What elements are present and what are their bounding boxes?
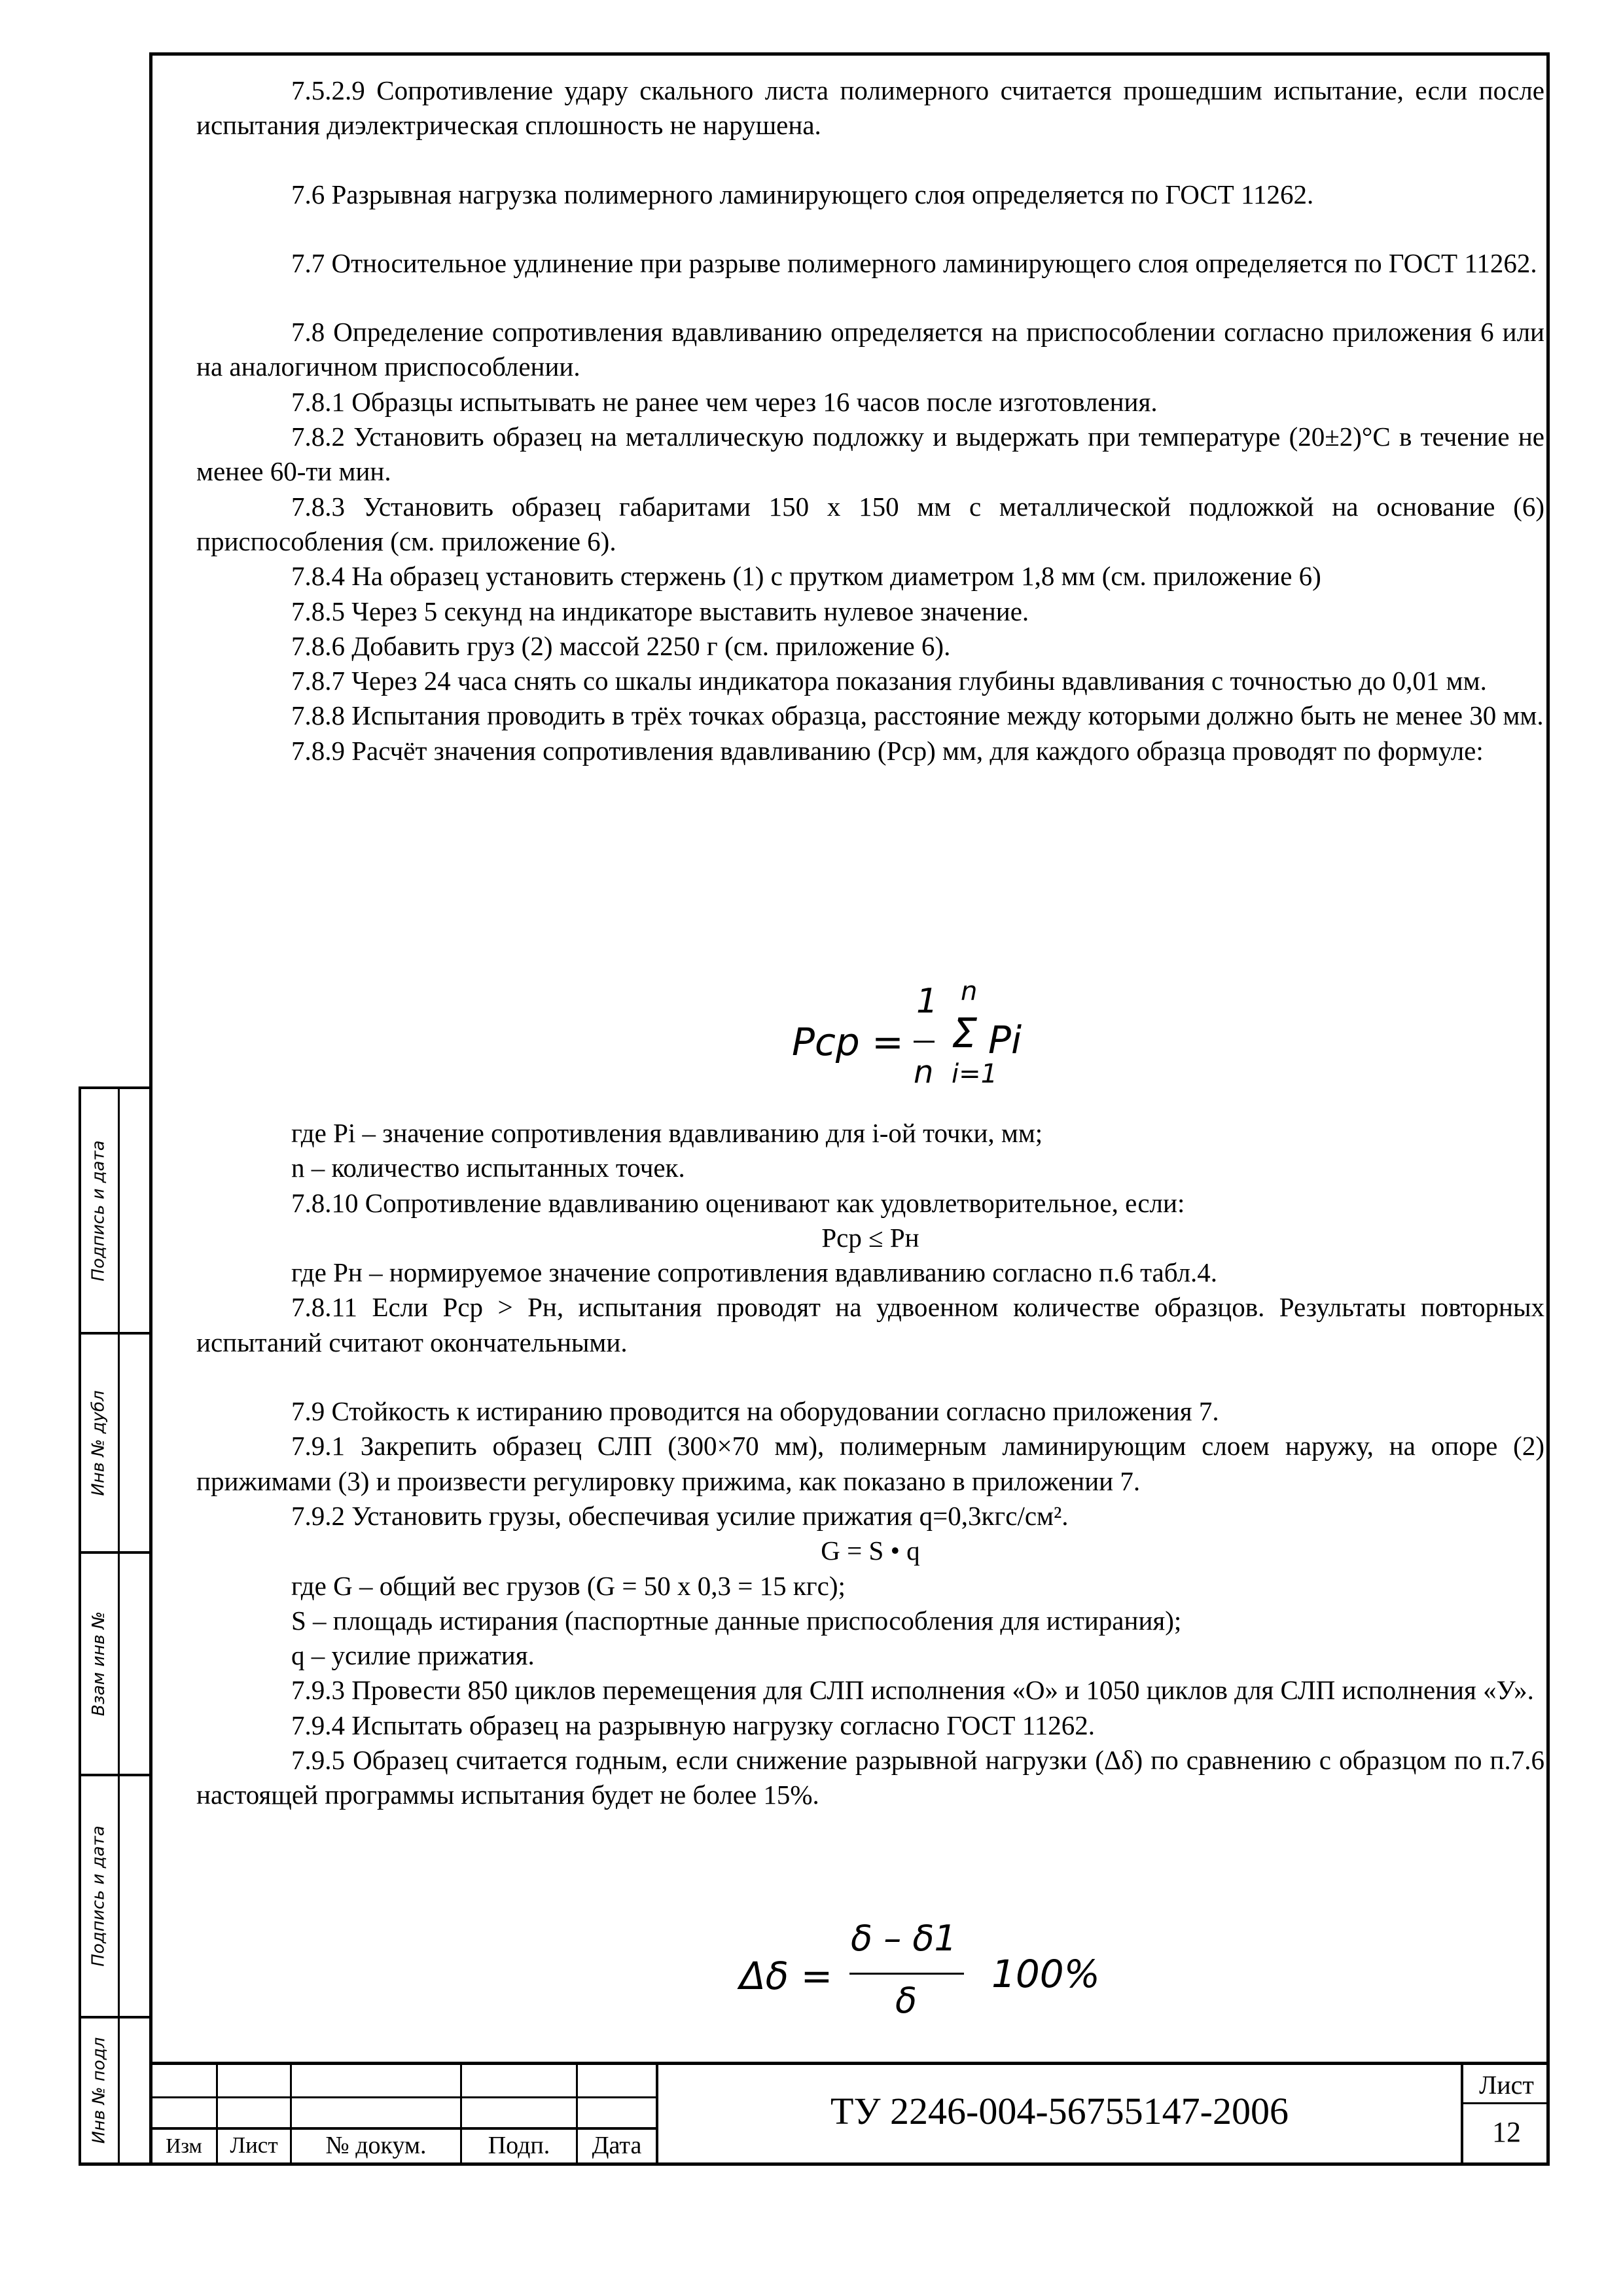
tb-col-doc: № докум. <box>325 2132 427 2159</box>
paragraph: n – количество испытанных точек. <box>291 1153 685 1183</box>
paragraph: где Рн – нормируемое значение сопротивления вдавливанию согласно п.6 табл.4. <box>291 1257 1218 1288</box>
paragraph: 7.7 Относительное удлинение при разрыве полимерного ламинирующего слоя определяется по ГОСТ 11262. <box>291 247 1537 278</box>
frame-left <box>149 52 152 2165</box>
side-label-signature-1: Подпись и дата <box>89 1139 109 1282</box>
formula-numerator: δ – δ1 <box>851 1918 957 1959</box>
paragraph: 7.9.1 Закрепить образец СЛП (300×70 мм), полимерным ламинирующим слоем наружу, на опоре (2) прижимами (3) и произвести регулировку прижима, как показано в приложении 7. <box>196 1431 1544 1496</box>
paragraph: 7.8.4 На образец установить стержень (1) с прутком диаметром 1,8 мм (см. приложение 6) <box>291 561 1321 592</box>
paragraph: 7.9.3 Провести 850 циклов перемещения для СЛП исполнения «О» и 1050 циклов для СЛП исполнения «У». <box>291 1675 1534 1706</box>
paragraph: 7.8.2 Установить образец на металлическую подложку и выдержать при температуре (20±2)°С в течение не менее 60-ти мин. <box>196 422 1544 487</box>
paragraph: 7.8.10 Сопротивление вдавливанию оценивают как удовлетворительное, если: <box>291 1187 1185 1218</box>
paragraph: 7.8.3 Установить образец габаритами 150 х 150 мм с металлической подложкой на основание (6) приспособления (см. приложение 6). <box>196 491 1544 556</box>
main-text-bottom <box>196 1116 1544 1813</box>
formula-lhs: Pср = <box>792 1020 904 1064</box>
tb-row1 <box>149 2096 658 2098</box>
paragraph: 7.8 Определение сопротивления вдавливанию определяется на приспособлении согласно приложения 6 или на аналогичном приспособлении. <box>196 317 1544 382</box>
formula-numerator: 1 <box>916 982 938 1021</box>
formula-sum-bottom: i=1 <box>952 1059 998 1089</box>
tb-col-izm: Изм <box>166 2134 202 2157</box>
paragraph: 7.8.8 Испытания проводить в трёх точках образца, расстояние между которыми должно быть не менее 30 мм. <box>291 700 1544 731</box>
side-label-replace-inv: Взам инв № <box>89 1611 109 1716</box>
sheet-label: Лист <box>1479 2070 1534 2100</box>
paragraph: 7.8.6 Добавить груз (2) массой 2250 г (см. приложение 6). <box>291 630 951 661</box>
paragraph: 7.8.9 Расчёт значения сопротивления вдавливанию (Рср) мм, для каждого образца проводят по формуле: <box>291 735 1484 766</box>
side-label-signature-2: Подпись и дата <box>89 1825 109 1967</box>
frame-bottom <box>79 2162 1550 2166</box>
tb-row2 <box>149 2127 658 2130</box>
tb-top <box>149 2062 1550 2065</box>
formula-sum-top: n <box>961 977 978 1007</box>
side-label-orig-inv: Инв № подл <box>89 2037 109 2144</box>
paragraph: 7.5.2.9 Сопротивление удару скального листа полимерного считается прошедшим испытание, если после испытания диэлектрическая сплошность не нарушена. <box>196 75 1544 141</box>
formula-fraction-bar <box>849 1973 964 1975</box>
paragraph: 7.8.1 Образцы испытывать не ранее чем через 16 часов после изготовления. <box>291 386 1158 417</box>
tb-col-list: Лист <box>230 2132 278 2158</box>
paragraph: S – площадь истирания (паспортные данные приспособления для истирания); <box>291 1605 1182 1636</box>
paragraph: где Pi – значение сопротивления вдавливанию для i-ой точки, мм; <box>291 1118 1043 1148</box>
paragraph: 7.8.11 Если Рср > Рн, испытания проводят на удвоенном количестве образцов. Результаты повторных испытаний считают окончательными. <box>196 1292 1544 1357</box>
paragraph: 7.9.4 Испытать образец на разрывную нагрузку согласно ГОСТ 11262. <box>291 1710 1095 1740</box>
frame-top <box>149 52 1550 56</box>
formula-average <box>792 977 1067 1106</box>
document-code: ТУ 2246-004-56755147-2006 <box>830 2090 1289 2132</box>
paragraph: где G – общий вес грузов (G = 50 х 0,3 = 15 кгс); <box>291 1570 846 1601</box>
formula-fraction-bar <box>914 1041 935 1043</box>
formula-denominator: n <box>914 1054 934 1090</box>
tb-sheet-divider <box>1461 2102 1550 2104</box>
formula-term: Pi <box>988 1018 1022 1062</box>
tb-col-date: Дата <box>592 2132 642 2159</box>
formula-reduction <box>740 1918 1132 2036</box>
paragraph: 7.9.5 Образец считается годным, если снижение разрывной нагрузки (Δδ) по сравнению с образцом по п.7.6 настоящей программы испытания будет не более 15%. <box>196 1745 1544 1810</box>
formula-sum-sign: Σ <box>952 1009 978 1057</box>
paragraph: 7.9 Стойкость к истиранию проводится на оборудовании согласно приложения 7. <box>291 1396 1219 1427</box>
paragraph: 7.8.5 Через 5 секунд на индикаторе выставить нулевое значение. <box>291 596 1029 626</box>
formula-lhs: Δδ = <box>740 1954 833 1998</box>
sheet-number: 12 <box>1492 2116 1521 2148</box>
paragraph: 7.6 Разрывная нагрузка полимерного ламинирующего слоя определяется по ГОСТ 11262. <box>291 179 1314 209</box>
frame-right <box>1546 52 1550 2165</box>
side-label-dup-inv: Инв № дубл <box>89 1390 109 1496</box>
paragraph: q – усилие прижатия. <box>291 1640 535 1671</box>
paragraph: 7.8.7 Через 24 часа снять со шкалы индикатора показания глубины вдавливания с точностью до 0,01 мм. <box>291 666 1487 696</box>
weight-formula: G = S • q <box>821 1535 920 1566</box>
main-text-top <box>196 73 1544 768</box>
side-divider <box>118 1086 120 2165</box>
tb-col-sign: Подп. <box>488 2132 550 2159</box>
inequality: Рср ≤ Рн <box>821 1222 919 1253</box>
paragraph: 7.9.2 Установить грузы, обеспечивая усилие прижатия q=0,3кгс/см². <box>291 1500 1069 1531</box>
formula-denominator: δ <box>895 1980 918 2021</box>
formula-tail: 100% <box>991 1952 1100 1996</box>
